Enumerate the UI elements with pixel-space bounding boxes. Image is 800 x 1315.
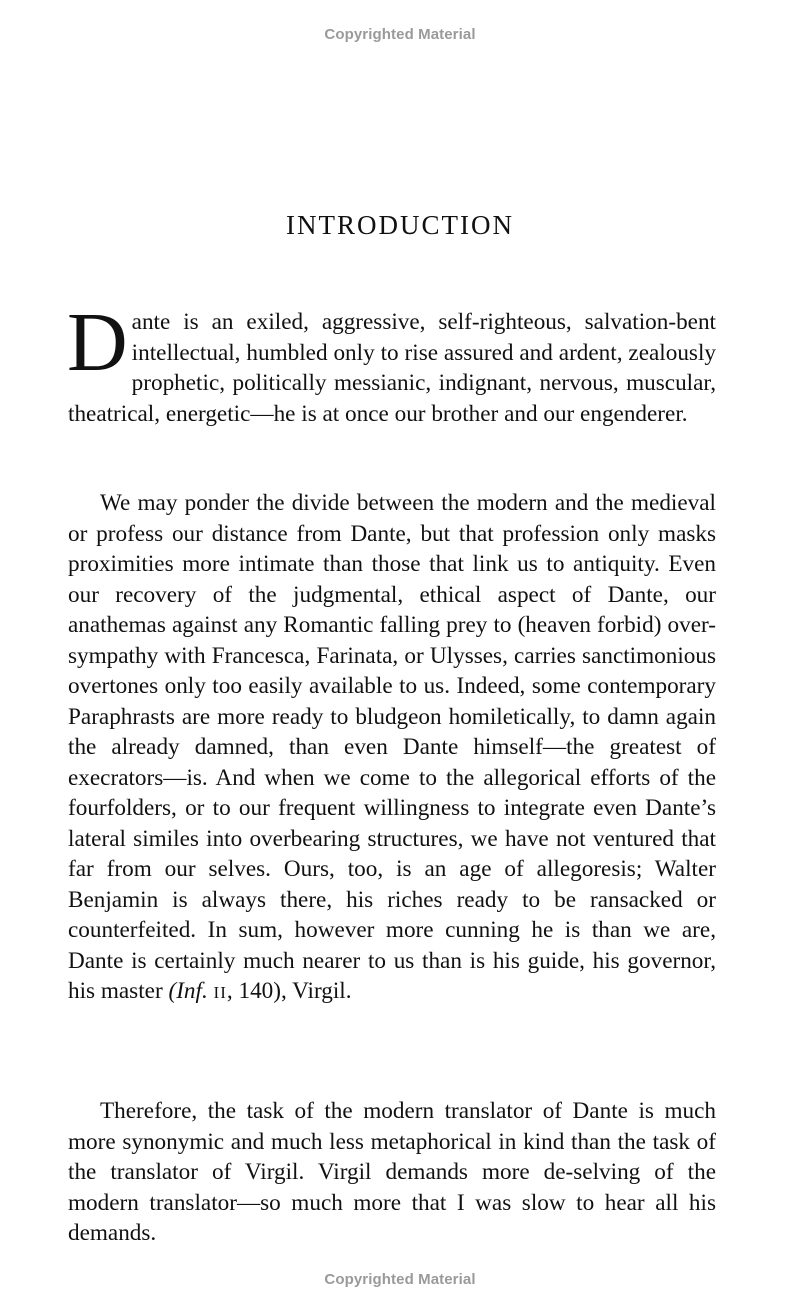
paragraph-1-content bbox=[67, 296, 716, 429]
paragraph-2-ending: Virgil. bbox=[286, 978, 352, 1004]
paragraph-3-text: Therefore, the task of the modern translator of Dante is much more synonymic and much less metaphorical in kind than the task of the translator of Virgil. Virgil demands more de-selving of the modern translator—so much more that I was slow to hear all his demands. bbox=[68, 1098, 716, 1246]
copyright-watermark-bottom: Copyrighted Material bbox=[324, 1271, 476, 1288]
citation-canto: II bbox=[213, 983, 227, 1002]
paragraph-1-text: ante is an exiled, aggressive, self-righteous, salvation-bent intellectual, humbled only to rise assured and ardent, zealously prophetic, politically messianic, indignant, nervous, muscular, theatrical, energetic—he is at once our brother and our engenderer. bbox=[68, 309, 716, 427]
paragraph-3 bbox=[68, 1096, 716, 1249]
drop-cap: D bbox=[67, 296, 128, 389]
paragraph-2 bbox=[68, 488, 716, 1009]
paragraph-1 bbox=[67, 296, 716, 429]
paragraph-2-text: We may ponder the divide between the modern and the medieval or profess our distance from Dante, but that profession only masks proximities more intimate than those that link us to antiquity. Even our recovery of the judgmental, ethical aspect of Dante, our anathemas against any Romantic falling prey to (heaven forbid) over-sympathy with Francesca, Farinata, or Ulysses, carries sanctimonious overtones only too easily available to us. Indeed, some contemporary Paraphrasts are more ready to bludgeon homiletically, to damn again the already damned, than even Dante himself—the greatest of execrators—is. And when we come to the allegorical efforts of the fourfolders, or to our frequent willingness to integrate even Dante’s lateral similes into overbearing structures, we have not ventured that far from our selves. Ours, too, is an age of allegoresis; Walter Benjamin is always there, his riches ready to be ransacked or counterfeited. In sum, however more cunning he is than we are, Dante is certainly much nearer to us than is his guide, his governor, his master bbox=[68, 490, 716, 1004]
citation-line: , 140), bbox=[226, 978, 287, 1004]
paragraph-3-content bbox=[68, 1096, 716, 1249]
paragraph-2-content bbox=[68, 488, 716, 1009]
chapter-title: INTRODUCTION bbox=[286, 210, 514, 240]
citation-abbreviation: (Inf. bbox=[168, 978, 208, 1004]
copyright-watermark-top: Copyrighted Material bbox=[324, 26, 476, 43]
